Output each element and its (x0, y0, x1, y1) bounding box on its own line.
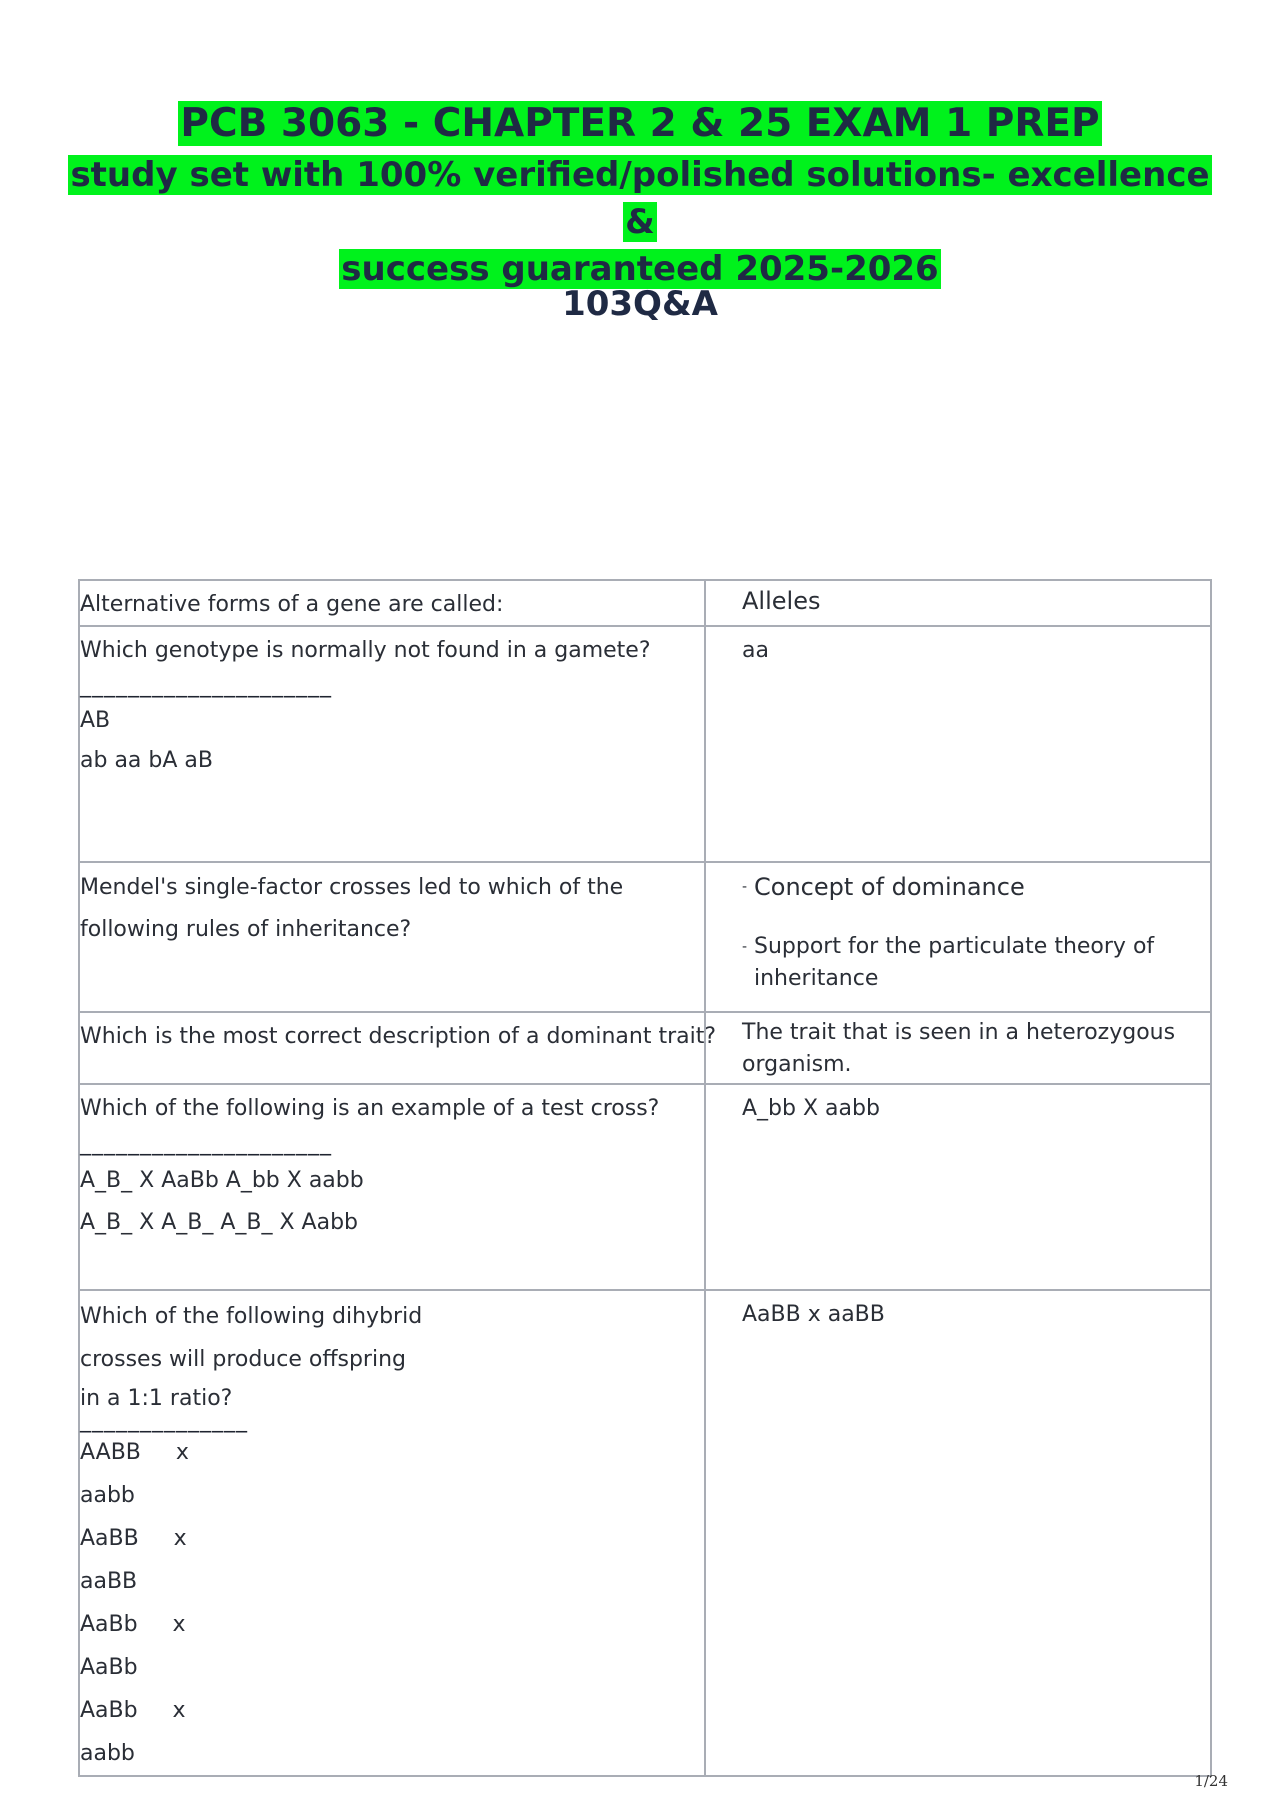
bullet-marker: - (742, 939, 748, 955)
question-cell (79, 580, 705, 626)
answer-text: aa (742, 638, 769, 663)
answer-text: Concept of dominance (754, 873, 1025, 901)
question-text: crosses will produce offspring (80, 1347, 406, 1372)
option-text: A_B_ X AaBb A_bb X aabb (80, 1168, 364, 1193)
document-subtitle-line2: success guaranteed 2025-2026 (341, 249, 939, 289)
question-count: 103Q&A (562, 284, 718, 324)
option-text: AaBb (80, 1655, 138, 1680)
option-text: aabb (80, 1741, 135, 1766)
answer-bullet (742, 867, 1210, 907)
answer-text: Alleles (742, 587, 821, 615)
answer-bullet (742, 931, 1210, 995)
table-row (79, 1084, 1211, 1290)
question-text: Mendel's single-factor crosses led to which of the (80, 875, 624, 900)
question-text: in a 1:1 ratio? (80, 1386, 233, 1411)
question-cell (79, 1012, 717, 1084)
option-text: AaBb x (80, 1698, 186, 1723)
question-text: Which of the following dihybrid (80, 1304, 423, 1329)
question-text: following rules of inheritance? (80, 917, 412, 942)
option-text: aaBB (80, 1569, 138, 1594)
question-text: Which genotype is normally not found in a gamete? (80, 638, 651, 663)
document-title: PCB 3063 - CHAPTER 2 & 25 EXAM 1 PREP (180, 101, 1100, 146)
answer-cell (705, 862, 1211, 1012)
question-cell (79, 1290, 705, 1776)
answer-cell (705, 1290, 1211, 1776)
option-text: AaBb x (80, 1612, 186, 1637)
answer-text: AaBB x aaBB (742, 1302, 885, 1327)
table-row (79, 580, 1211, 626)
answer-cell (705, 580, 1211, 626)
table-row (79, 862, 1211, 1012)
table-row (79, 626, 1211, 862)
answer-text: The trait that is seen in a heterozygous organism. (742, 1020, 1176, 1077)
table-row (79, 1290, 1211, 1776)
document-subtitle-line1: study set with 100% verified/polished solutions- excellence & (70, 155, 1210, 242)
bullet-marker: - (742, 879, 748, 895)
answer-text: Support for the particulate theory of inheritance (754, 934, 1155, 991)
answer-blank: _____________________ (80, 673, 332, 698)
answer-cell (705, 1084, 1211, 1290)
answer-cell (705, 1012, 1211, 1084)
option-text: ab aa bA aB (80, 748, 213, 773)
option-text: aabb (80, 1483, 135, 1508)
answer-blank: _____________________ (80, 1131, 332, 1156)
option-text: A_B_ X A_B_ A_B_ X Aabb (80, 1210, 358, 1235)
question-text: Which of the following is an example of a test cross? (80, 1096, 660, 1121)
question-text: Which is the most correct description of a dominant trait? (80, 1024, 717, 1049)
answer-text: A_bb X aabb (742, 1096, 880, 1121)
answer-blank: ______________ (80, 1408, 248, 1433)
option-text: AaBB x (80, 1526, 187, 1551)
qa-table (78, 579, 1212, 1777)
answer-cell (705, 626, 1211, 862)
document-title-block (60, 96, 1220, 293)
page-number: 1/24 (1194, 1772, 1228, 1790)
question-cell (79, 1084, 705, 1290)
question-text: Alternative forms of a gene are called: (80, 592, 504, 617)
table-row (79, 1012, 1211, 1084)
question-cell (79, 862, 705, 1012)
option-text: AB (80, 708, 111, 733)
question-cell (79, 626, 705, 862)
option-text: AABB x (80, 1440, 189, 1465)
